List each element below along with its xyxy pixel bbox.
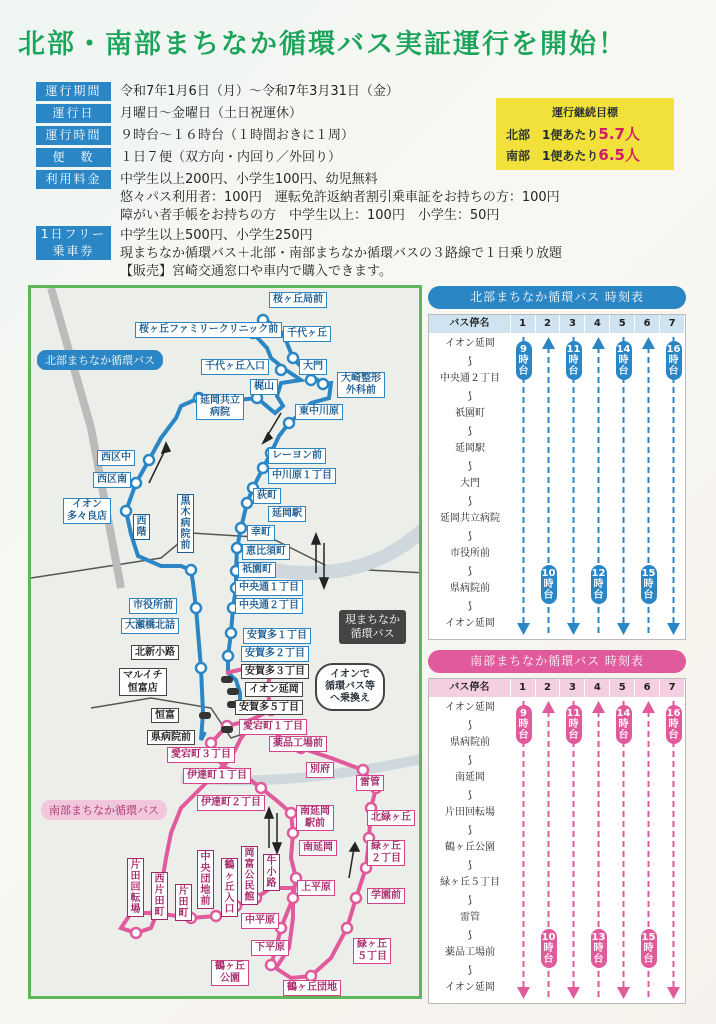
label-period: 運行期間 <box>36 82 111 101</box>
timetable-stop: ⟆ <box>468 824 472 836</box>
target-row-north: 北部 1便あたり5.7人 <box>506 125 640 143</box>
label-hours: 運行時間 <box>36 126 111 145</box>
stop-kuroki-byoin: 黒 木 病 院 前 <box>177 494 194 553</box>
timetable-stop: ⟆ <box>468 600 472 612</box>
stop-katadamachi: 片 田 町 <box>175 884 192 921</box>
transfer-note: イオンで 循環バス等 へ乗換え <box>315 663 385 711</box>
stop-kajiyama: 梶山 <box>250 379 278 395</box>
timetable-stop: 市役所前 <box>450 548 490 559</box>
timetable-stop: 延岡共立病院 <box>440 513 500 524</box>
stop-tsurugaoka-koen: 鶴ヶ丘 公園 <box>211 960 249 986</box>
north-route-tag: 北部まちなか循環バス <box>37 350 163 370</box>
timetable-stop: ⟆ <box>468 425 472 437</box>
stop-ebisumachi: 恵比須町 <box>242 544 290 560</box>
timetable-stop: 県病院前 <box>450 737 490 748</box>
current-loop-tag: 現まちなか 循環バス <box>339 610 406 644</box>
stop-nakagawara-1: 中川原１丁目 <box>268 468 336 484</box>
timetable-stop: ⟆ <box>468 355 472 367</box>
timetable-stop: ⟆ <box>468 859 472 871</box>
timetable-stop: ⟆ <box>468 929 472 941</box>
timetable-stop: ⟆ <box>468 565 472 577</box>
stop-yakuhin-kojo: 薬品工場前 <box>269 736 327 752</box>
value-days: 月曜日～金曜日（土日祝運休） <box>120 106 303 121</box>
timetable-stop: 鶴ヶ丘公園 <box>445 842 495 853</box>
stop-midorigaoka-2: 緑ヶ丘 ２丁目 <box>367 840 405 866</box>
stop-chiyogaoka: 千代ヶ丘 <box>283 326 331 342</box>
trip-arrow <box>666 701 681 999</box>
stop-nishikuminami: 西区南 <box>93 472 131 488</box>
label-fare: 利用料金 <box>36 170 111 189</box>
trip-arrow <box>616 337 631 635</box>
timetable-stop: ⟆ <box>468 719 472 731</box>
timetable-stop: ⟆ <box>468 460 472 472</box>
stop-maruichi: マルイチ 恒富店 <box>119 668 167 696</box>
timetable-stop: 薬品工場前 <box>445 947 495 958</box>
stop-chuodori-1: 中央通１丁目 <box>235 580 303 596</box>
value-trips: １日７便（双方向・内回り／外回り） <box>120 150 342 165</box>
stop-agata-3: 安賀多３丁目 <box>241 664 309 679</box>
north-stop-list <box>429 335 511 633</box>
value-freepass-extra1: 現まちなか循環バス＋北部・南部まちなか循環バスの３路線で１日乗り放題 <box>120 246 563 261</box>
trip-time-label: 16時台 <box>666 705 682 744</box>
south-timetable <box>428 650 686 993</box>
label-freepass: 1日フリー <box>36 226 111 243</box>
timetable-stop: 県病院前 <box>450 583 490 594</box>
stop-tsurugaoka-iriguchi: 鶴 ヶ 丘 入 口 <box>221 858 238 917</box>
timetable-stop: ⟆ <box>468 754 472 766</box>
trip-arrow <box>616 701 631 999</box>
stop-kamihirabaru: 上平原 <box>297 880 335 896</box>
value-period: 令和7年1月6日（月）～令和7年3月31日（金） <box>120 84 399 99</box>
stop-katada-kaitenjo: 片 田 回 転 場 <box>127 858 144 917</box>
ridership-target-box <box>496 98 674 170</box>
trip-arrow <box>566 701 581 999</box>
south-stop-list <box>429 699 511 997</box>
value-freepass-extra2: 【販売】宮崎交通窓口や車内で購入できます。 <box>120 264 392 279</box>
timetable-stop: ⟆ <box>468 894 472 906</box>
stop-shiyakusho: 市役所前 <box>129 598 177 614</box>
timetable-stop: イオン延岡 <box>445 618 495 629</box>
timetable-stop: ⟆ <box>468 495 472 507</box>
trip-time-label: 11時台 <box>566 705 582 744</box>
stop-kita-midorigaoka: 北緑ヶ丘 <box>367 810 415 826</box>
stop-nobeoka-station: 延岡駅 <box>268 506 306 522</box>
stop-chuodori-2: 中央通２丁目 <box>235 598 303 614</box>
stop-atago-3: 愛宕町３丁目 <box>167 747 235 763</box>
stop-nishikunaka: 西区中 <box>97 450 135 466</box>
stop-ogimachi: 荻町 <box>253 488 281 504</box>
value-freepass: 中学生以上500円、小学生250円 <box>120 228 313 243</box>
north-timetable-title: 北部まちなか循環バス 時刻表 <box>428 286 686 309</box>
target-row-south: 南部 1便あたり6.5人 <box>506 146 640 164</box>
target-title: 運行継続目標 <box>552 106 618 119</box>
stop-agata-2: 安賀多２丁目 <box>241 646 309 662</box>
timetable-stop: 大門 <box>460 478 480 489</box>
timetable-stop: ⟆ <box>468 530 472 542</box>
stop-osaki-seikei: 大崎整形 外科前 <box>337 372 385 398</box>
stop-tsunetomi: 恒富 <box>151 708 179 723</box>
timetable-stop: ⟆ <box>468 964 472 976</box>
timetable-stop: 祇園町 <box>455 408 485 419</box>
stop-rayon-mae: レーヨン前 <box>268 448 326 464</box>
label-freepass-2: 乗車券 <box>36 243 111 260</box>
trip-arrow <box>566 337 581 635</box>
trip-time-label: 13時台 <box>591 929 607 968</box>
stop-date-1: 伊達町１丁目 <box>183 768 251 784</box>
stop-befu: 別府 <box>306 762 334 778</box>
stop-aeon-nobeoka: イオン延岡 <box>245 682 303 697</box>
stop-shimohirabaru: 下平原 <box>251 940 289 956</box>
timetable-stop: イオン延岡 <box>445 982 495 993</box>
stop-raikan: 雷管 <box>356 775 384 791</box>
north-timetable-body <box>428 314 686 640</box>
stop-kenbyoin: 県病院前 <box>147 730 195 745</box>
timetable-stop: 南延岡 <box>455 772 485 783</box>
south-timetable-body <box>428 678 686 1004</box>
stop-atago-1: 愛宕町１丁目 <box>239 719 307 735</box>
trip-arrow <box>516 701 531 999</box>
stop-nishi-kai: 西 階 <box>133 514 150 540</box>
stop-tsurugaoka-danchi: 鶴ヶ丘団地 <box>283 980 341 996</box>
stop-minaminobeoka: 南延岡 <box>299 840 337 856</box>
stop-saiwaimachi: 幸町 <box>247 525 275 541</box>
stop-sakuragaoka-clinic: 桜ヶ丘ファミリークリニック前 <box>135 322 282 338</box>
trip-arrow <box>516 337 531 635</box>
timetable-stop: 緑ヶ丘５丁目 <box>440 877 500 888</box>
trip-time-label: 10時台 <box>541 929 557 968</box>
trip-time-label: 10時台 <box>541 565 557 604</box>
north-col-header: バス停名 1 2 3 4 5 6 7 <box>429 315 685 333</box>
stop-daimon: 大門 <box>299 359 327 375</box>
stop-gakuenmae: 学園前 <box>367 888 405 904</box>
stop-minaminobeoka-ekimae: 南延岡 駅前 <box>296 805 334 831</box>
trip-time-label: 14時台 <box>616 341 632 380</box>
stop-nishi-katadamachi: 西 片 田 町 <box>151 872 168 920</box>
trip-time-label: 9時台 <box>516 341 532 380</box>
timetable-stop: ⟆ <box>468 789 472 801</box>
stop-chuo-danchi: 中 央 団 地 前 <box>197 850 214 909</box>
timetable-stop: 中央通２丁目 <box>440 373 500 384</box>
stop-chiyogaoka-iriguchi: 千代ヶ丘入口 <box>201 359 269 375</box>
stop-sakuragaoka-kyokumae: 桜ヶ丘局前 <box>269 292 327 308</box>
trip-time-label: 11時台 <box>566 341 582 380</box>
value-fare-extra2: 障がい者手帳をお持ちの方 中学生以上：100円 小学生：50円 <box>120 208 500 223</box>
trip-time-label: 15時台 <box>641 565 657 604</box>
stop-midorigaoka-5: 緑ヶ丘 ５丁目 <box>353 938 391 964</box>
trip-arrow <box>666 337 681 635</box>
stop-gionmachi: 祇園町 <box>238 562 276 578</box>
south-col-header: バス停名 1 2 3 4 5 6 7 <box>429 679 685 697</box>
route-map <box>28 285 422 999</box>
label-days: 運行日 <box>36 104 111 123</box>
value-fare: 中学生以上200円、小学生100円、幼児無料 <box>120 172 378 187</box>
timetable-stop: ⟆ <box>468 390 472 402</box>
stop-aeon-tatara: イオン 多々良店 <box>63 498 111 524</box>
trip-time-label: 12時台 <box>591 565 607 604</box>
value-fare-extra1: 悠々パス利用者：100円 運転免許返納者割引乗車証をお持ちの方：100円 <box>120 190 560 205</box>
stop-higashi-nakagawara: 東中川原 <box>295 404 343 420</box>
timetable-stop: 延岡駅 <box>455 443 485 454</box>
stop-ose-bashi: 大瀬橋北詰 <box>121 618 179 634</box>
timetable-stop: 片田回転場 <box>445 807 495 818</box>
stop-okatomi-kominkan: 岡 富 公 民 館 <box>241 846 258 905</box>
timetable-stop: 雷管 <box>460 912 480 923</box>
trip-time-label: 16時台 <box>666 341 682 380</box>
timetable-stop: イオン延岡 <box>445 702 495 713</box>
north-timetable <box>428 286 686 629</box>
trip-time-label: 14時台 <box>616 705 632 744</box>
trip-time-label: 9時台 <box>516 705 532 744</box>
south-route-tag: 南部まちなか循環バス <box>41 800 167 820</box>
stop-ushikoji: 牛 小 路 <box>263 854 280 891</box>
stop-kitashinkoji: 北新小路 <box>131 645 179 660</box>
stop-agata-5: 安賀多５丁目 <box>235 700 303 715</box>
page-title: 北部・南部まちなか循環バス実証運行を開始！ <box>18 29 627 60</box>
stop-agata-1: 安賀多１丁目 <box>243 628 311 644</box>
label-trips: 便 数 <box>36 148 111 167</box>
stop-nobeoka-kyoritsu: 延岡共立 病院 <box>196 394 244 420</box>
south-timetable-title: 南部まちなか循環バス 時刻表 <box>428 650 686 673</box>
stop-nakahirabaru: 中平原 <box>241 913 279 929</box>
value-hours: ９時台～１６時台（１時間おきに１周） <box>120 128 355 143</box>
timetable-stop: イオン延岡 <box>445 338 495 349</box>
stop-date-2: 伊達町２丁目 <box>197 795 265 811</box>
trip-time-label: 15時台 <box>641 929 657 968</box>
